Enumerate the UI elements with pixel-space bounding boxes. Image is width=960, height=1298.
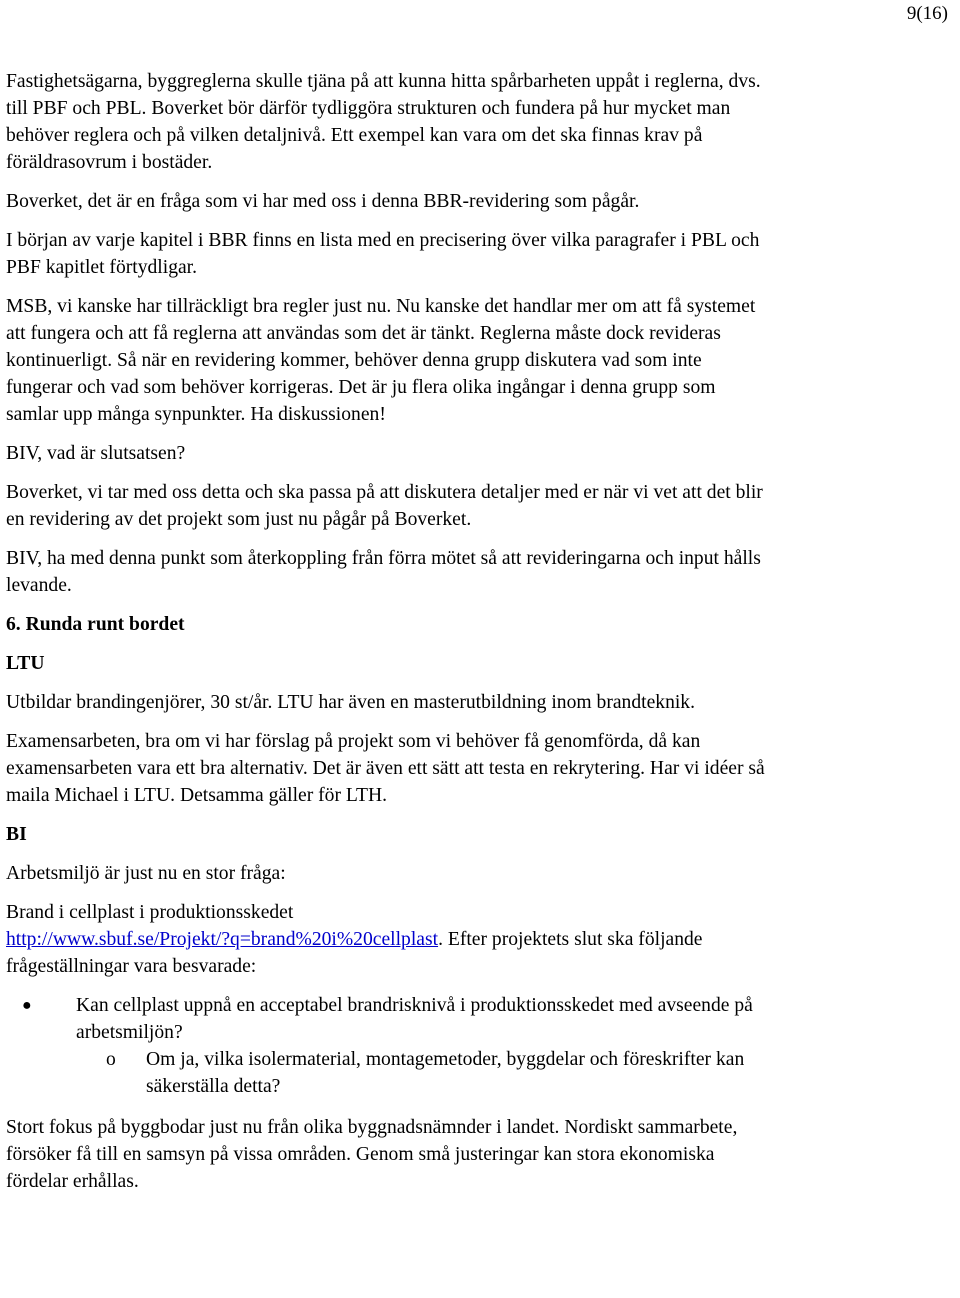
paragraph-boverket-revidering: Boverket, vi tar med oss detta och ska passa på att diskutera detaljer med er när vi vet att det blir en revidering av det projekt som just nu pågår på Boverket. <box>6 482 763 530</box>
bi-paragraph-byggbodar: Stort fokus på byggbodar just nu från olika byggnadsnämnder i landet. Nordiskt sammarbete, försöker få till en samsyn på vissa områden. Genom små justeringar kan stora ekonomiska fördelar erhållas. <box>6 1117 738 1192</box>
document-body <box>6 68 766 1207</box>
sbuf-project-link[interactable]: http://www.sbuf.se/Projekt/?q=brand%20i%20cellplast <box>6 929 439 950</box>
paragraph-fastighetsagarna: Fastighetsägarna, byggreglerna skulle tjäna på att kunna hitta spårbarheten uppåt i reglerna, dvs. till PBF och PBL. Boverket bör därför tydliggöra strukturen och fundera på hur mycket man behöver reglera och på vilken detaljnivå. Ett exempel kan vara om det ska finnas krav på föräldrasovrum i bostäder. <box>6 71 761 173</box>
ltu-paragraph-examensarbeten: Examensarbeten, bra om vi har förslag på projekt som vi behöver få genomförda, då kan examensarbeten vara ett bra alternativ. Det är även ett sätt att testa en rekrytering. Har vi idéer så maila Michael i LTU. Detsamma gäller för LTH. <box>6 731 765 806</box>
sub-bullet-text: Om ja, vilka isolermaterial, montagemetoder, byggdelar och föreskrifter kan säkerställa detta? <box>146 1049 745 1097</box>
section-heading: 6. Runda runt bordet <box>6 614 185 635</box>
bi-cellplast-line: Brand i cellplast i produktionsskedet <box>6 902 294 923</box>
sub-list-item <box>106 1046 766 1100</box>
ltu-heading: LTU <box>6 653 45 674</box>
paragraph-boverket-bbr: Boverket, det är en fråga som vi har med oss i denna BBR-revidering som pågår. <box>6 191 640 212</box>
sub-list <box>76 1046 766 1100</box>
list-item <box>22 992 766 1100</box>
paragraph-bbr-kapitel: I början av varje kapitel i BBR finns en lista med en precisering över vilka paragrafer i PBL och PBF kapitlet förtydligar. <box>6 230 760 278</box>
bullet-icon: ● <box>22 997 32 1014</box>
paragraph-biv-slutsats: BIV, vad är slutsatsen? <box>6 443 186 464</box>
bi-paragraph-cellplast <box>6 899 766 980</box>
sub-bullet-marker: o <box>106 1049 116 1070</box>
bullet-text: Kan cellplast uppnå en acceptabel brandrisknivå i produktionsskedet med avseende på arbetsmiljön? <box>76 995 753 1043</box>
paragraph-biv-aterkoppling: BIV, ha med denna punkt som återkoppling från förra mötet så att revideringarna och input hålls levande. <box>6 548 761 596</box>
page-number: 9(16) <box>906 3 948 24</box>
bi-paragraph-arbetsmiljo: Arbetsmiljö är just nu en stor fråga: <box>6 863 286 884</box>
ltu-paragraph-utbildning: Utbildar brandingenjörer, 30 st/år. LTU har även en masterutbildning inom brandteknik. <box>6 692 696 713</box>
bi-cellplast-after-link: . Efter projektets slut ska följande frågeställningar vara besvarade: <box>6 929 703 977</box>
question-list <box>6 992 766 1100</box>
paragraph-msb: MSB, vi kanske har tillräckligt bra regler just nu. Nu kanske det handlar mer om att få systemet att fungera och att få reglerna att användas som det är tänkt. Reglerna måste dock revideras kontinuerligt. Så när en revidering kommer, behöver denna grupp diskutera vad som inte fungerar och vad som behöver korrigeras. Det är ju flera olika ingångar i denna grupp som samlar upp många synpunkter. Ha diskussionen! <box>6 296 756 425</box>
bi-heading: BI <box>6 824 27 845</box>
